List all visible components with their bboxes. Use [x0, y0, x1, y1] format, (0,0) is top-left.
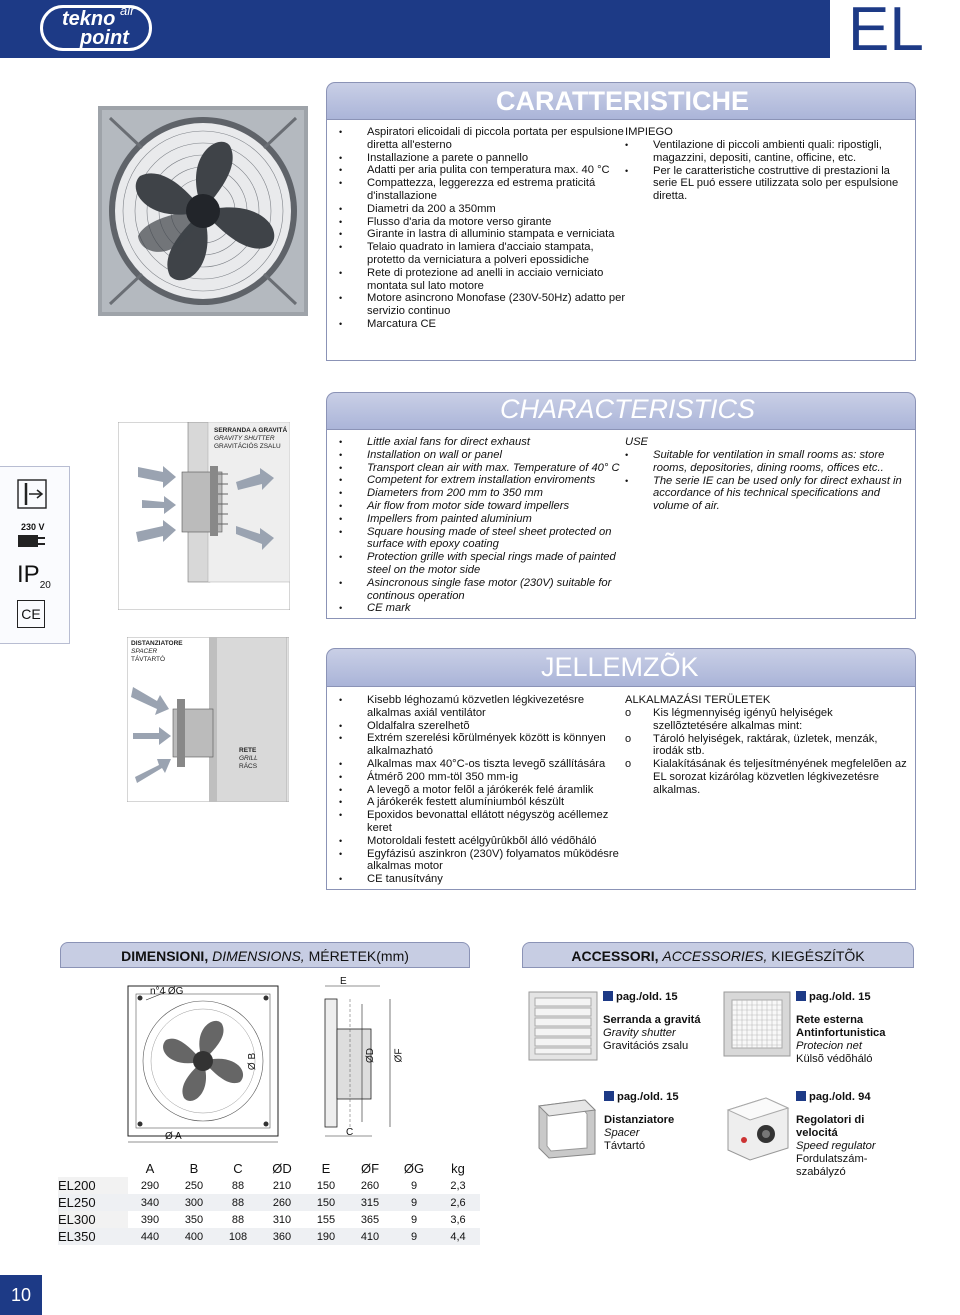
plug-icon [17, 532, 47, 550]
dim-label-e: E [340, 976, 347, 987]
it-use-title: IMPIEGO [625, 126, 673, 138]
hu-use-list [625, 707, 910, 797]
voltage-label: 230 V [21, 522, 45, 532]
list-item: • CE mark [339, 602, 624, 615]
hu-use-title: ALKALMAZÁSI TERÜLETEK [625, 694, 771, 706]
page-marker-icon [604, 1091, 614, 1101]
list-item: • A járókerék festett alumíniumból készült [339, 796, 624, 809]
list-item: • Transport clean air with max. Temperature of 40° C [339, 462, 624, 475]
table-row: EL350 440 400 108 360 190 410 9 4,4 [58, 1228, 480, 1245]
dim-label-f: ØF [393, 1048, 405, 1063]
dim-label-a: Ø A [165, 1131, 182, 1142]
list-item: • The serie IE can be used only for direct exhaust in accordance of his technical specifications and volume of air. [625, 475, 910, 513]
accessory-speed-regulator: pag./old. 94 Regolatori di velocitá Speed regulator Fordulatszám-szabályzó [796, 1091, 876, 1178]
table-row: EL250 340 300 88 260 150 315 9 2,6 [58, 1194, 480, 1211]
table-row: EL200 290 250 88 210 150 260 9 2,3 [58, 1178, 466, 1193]
list-item: • Ventilazione di piccoli ambienti quali: ripostigli, magazzini, depositi, cantine, officine, etc. [625, 139, 910, 165]
dim-label-c: C [346, 1127, 354, 1138]
list-item: • Aspiratori elicoidali di piccola portata per espulsione diretta all'esterno [339, 126, 629, 152]
table-header-row: A B C ØD E ØF ØG kg [58, 1160, 480, 1177]
ce-mark-icon: CE [17, 600, 45, 628]
it-section-title: CARATTERISTICHE [496, 86, 749, 116]
dim-label-b: Ø B [247, 1052, 259, 1071]
list-item: • Square housing made of steel sheet protected on surface with epoxy coating [339, 526, 624, 552]
brand-logo: tekno air point [40, 3, 160, 55]
page-number: 10 [0, 1275, 42, 1315]
gravity-shutter-photo [527, 990, 599, 1062]
accessory-protection-net: pag./old. 15 Rete esterna Antinfortunistica Protecion net Külsõ védõháló [796, 991, 886, 1065]
en-use-title: USE [625, 436, 649, 448]
accessories-header: ACCESSORI, ACCESSORIES, KIEGÉSZÍTÕK [522, 942, 914, 968]
list-item: • Rete di protezione ad anelli in acciaio verniciato montata sul lato motore [339, 267, 629, 293]
dim-label-d: ØD [365, 1048, 376, 1063]
list-item: • Kisebb léghozamú közvetlen légkivezetésre alkalmas axiál ventilátor [339, 694, 624, 720]
list-item: o Tároló helyiségek, raktárak, üzletek, menzák, irodák stb. [625, 733, 910, 759]
list-item: • Flusso d'aria da motore verso girante [339, 216, 629, 229]
protection-net-photo [722, 990, 792, 1058]
list-item: • Motore asincrono Monofase (230V-50Hz) adatto per servizio continuo [339, 292, 629, 318]
spacer-label: DISTANZIATORE SPACER TÁVTARTÓ [131, 640, 183, 663]
speed-regulator-photo [722, 1092, 792, 1162]
list-item: • Diameters from 200 mm to 350 mm [339, 487, 624, 500]
page-marker-icon [603, 991, 613, 1001]
en-use-list [625, 449, 910, 513]
en-feature-list [339, 436, 624, 615]
page-marker-icon [796, 1091, 806, 1101]
hu-section-title: JELLEMZÕK [541, 652, 699, 682]
list-item: • Installazione a parete o pannello [339, 152, 629, 165]
dim-label-g: n°4 ØG [150, 986, 184, 997]
list-item: • Egyfázisú aszinkron (230V) folyamatos mûködésre alkalmas motor [339, 848, 624, 874]
list-item: • Diametri da 200 a 350mm [339, 203, 629, 216]
list-item: • Air flow from motor side toward impellers [339, 500, 624, 513]
dimension-drawing [110, 974, 440, 1154]
gravity-shutter-label: SERRANDA A GRAVITÁ GRAVITY SHUTTER GRAVITÁCIÓS ZSALU [214, 427, 288, 450]
ip-rating: $IP_{20}$ [17, 561, 51, 591]
list-item: • Girante in lastra di alluminio stampata e verniciata [339, 228, 629, 241]
fan-photo [80, 86, 320, 366]
list-item: • Motoroldali festett acélgyûrûkbõl álló védõháló [339, 835, 624, 848]
list-item: o Kialakításának és teljesítményének megfelelõen az EL sorozat kizárólag közvetlen légkivezetésre alkalmas. [625, 758, 910, 796]
list-item: • Telaio quadrato in lamiera d'acciaio stampata, protetto da verniciatura a polveri epossidiche [339, 241, 629, 267]
list-item: • CE tanusítvány [339, 873, 624, 886]
list-item: • Installation on wall or panel [339, 449, 624, 462]
accessory-spacer: pag./old. 15 Distanziatore Spacer Távtartó [604, 1091, 679, 1152]
list-item: • Per le caratteristiche costruttive di prestazioni la serie EL puó essere utilizzata solo per espulsione diretta. [625, 165, 910, 203]
list-item: • Impellers from painted aluminium [339, 513, 624, 526]
list-item: o Kis légmennyiség igényû helyiségek szellõztetésére alkalmas mint: [625, 707, 910, 733]
list-item: • Alkalmas max 40°C-os tiszta levegõ szállítására [339, 758, 624, 771]
list-item: • Marcatura CE [339, 318, 629, 331]
list-item: • Átmérõ 200 mm-töl 350 mm-ig [339, 771, 624, 784]
dimensions-header: DIMENSIONI, DIMENSIONS, MÉRETEK(mm) [60, 942, 470, 968]
list-item: • Extrém szerelési kõrülmények között is könnyen alkalmazható [339, 732, 624, 758]
en-section-title: CHARACTERISTICS [500, 394, 756, 424]
dimensions-table [58, 1160, 480, 1245]
it-feature-list [339, 126, 629, 331]
list-item: • Asincronous single fase motor (230V) suitable for continous operation [339, 577, 624, 603]
accessory-gravity-shutter: pag./old. 15 Serranda a gravitá Gravity shutter Gravitációs zsalu [603, 991, 701, 1052]
wall-mount-icon [17, 479, 47, 509]
model-title: EL [848, 0, 924, 64]
it-use-list [625, 139, 910, 203]
hu-feature-list [339, 694, 624, 886]
page-marker-icon [796, 991, 806, 1001]
list-item: • Competent for extrem installation enviroments [339, 474, 624, 487]
list-item: • Protection grille with special rings made of painted steel on the motor side [339, 551, 624, 577]
table-row: EL300 390 350 88 310 155 365 9 3,6 [58, 1212, 466, 1227]
list-item: • Adatti per aria pulita con temperatura max. 40 °C [339, 164, 629, 177]
list-item: • Compattezza, leggerezza ed estrema praticitá d'installazione [339, 177, 629, 203]
list-item: • A levegõ a motor felõl a járókerék felé áramlik [339, 784, 624, 797]
list-item: • Little axial fans for direct exhaust [339, 436, 624, 449]
list-item: • Epoxidos bevonattal ellátott négyszög acéllemez keret [339, 809, 624, 835]
spacer-photo [533, 1096, 601, 1160]
grill-label: RETE GRILL RÁCS [239, 747, 258, 770]
list-item: • Suitable for ventilation in small rooms as: store rooms, depositories, dining rooms, offices etc.. [625, 449, 910, 475]
list-item: • Oldalfalra szerelhetõ [339, 720, 624, 733]
